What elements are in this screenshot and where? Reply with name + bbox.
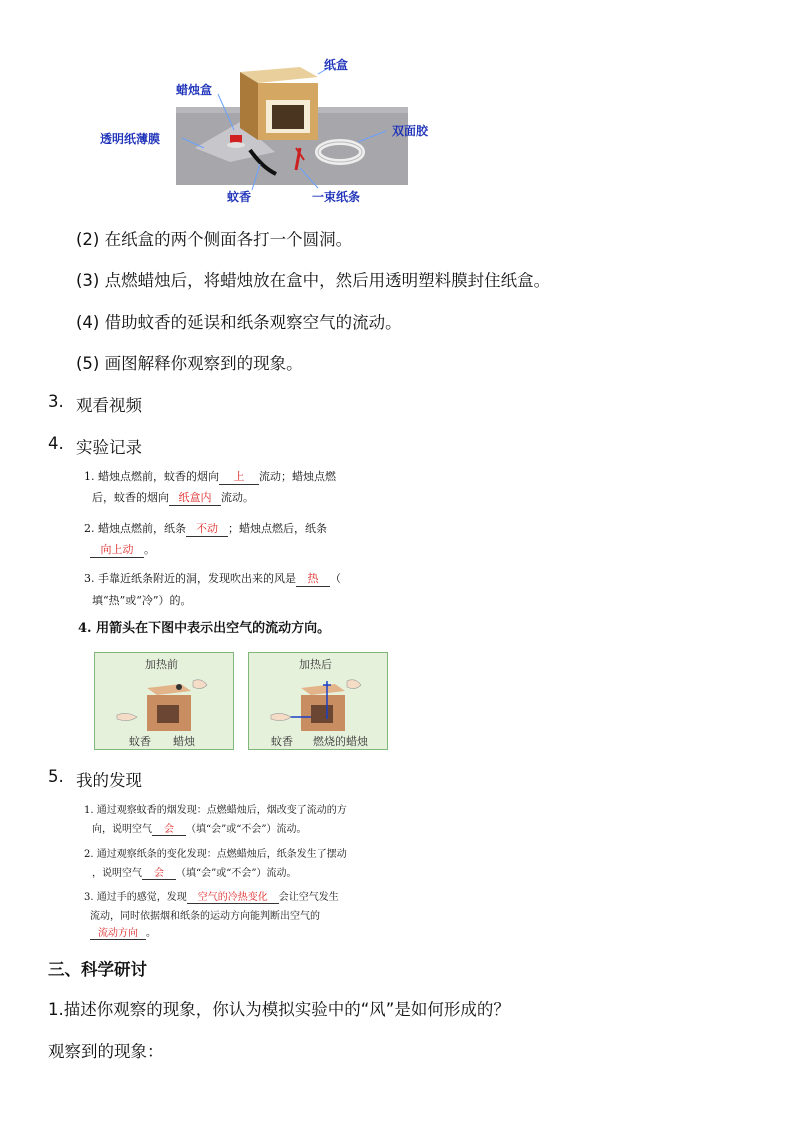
finding-1-text-b: 向，说明空气 — [92, 824, 152, 835]
finding-1-line1: 1. 通过观察蚊香的烟发现：点燃蜡烛后，烟改变了流动的方 — [84, 805, 347, 816]
record-q2-answer-2: 向上动 — [90, 541, 144, 558]
finding-2-line2 — [92, 864, 296, 880]
label-double-tape: 双面胶 — [392, 124, 429, 138]
record-q1-line1 — [84, 468, 336, 485]
record-q1-answer-2: 纸盒内 — [169, 489, 221, 506]
finding-3-text-a: 3. 通过手的感觉，发现 — [84, 892, 187, 903]
before-label-candle: 蜡烛 — [173, 735, 195, 748]
heating-after-panel — [248, 652, 388, 750]
finding-3-text-b: 会让空气发生 — [278, 892, 339, 903]
record-q1-line2 — [92, 489, 254, 506]
finding-2-text-c: （填“会”或“不会”）流动。 — [176, 868, 297, 879]
before-title: 加热前 — [145, 658, 178, 671]
record-q1-text-b: 流动；蜡烛点燃 — [259, 470, 336, 483]
section-3-title: 观看视频 — [76, 396, 142, 415]
observed-phenomenon-label: 观察到的现象： — [48, 1042, 164, 1061]
label-candle-box: 蜡烛盒 — [176, 83, 213, 97]
section-4-title: 实验记录 — [76, 438, 142, 457]
section-3-number: 3. — [48, 392, 64, 411]
record-q2-answer-1: 不动 — [186, 520, 228, 537]
finding-3-line1 — [84, 888, 339, 904]
step-3: (3) 点燃蜡烛后，将蜡烛放在盒中，然后用透明塑料膜封住纸盒。 — [76, 271, 551, 290]
section-4-number: 4. — [48, 434, 64, 453]
record-q3-answer: 热 — [296, 570, 330, 587]
section-5-number: 5. — [48, 767, 64, 786]
label-mosquito-coil: 蚊香 — [227, 190, 252, 204]
label-plastic-film: 透明纸薄膜 — [100, 132, 161, 146]
finding-2-answer: 会 — [142, 864, 176, 880]
record-q2-text-c: 。 — [144, 543, 155, 556]
record-q2-text-b: ；蜡烛点燃后，纸条 — [228, 522, 327, 535]
record-q2-line1 — [84, 520, 327, 537]
record-q3-line2: 填“热”或“冷”）的。 — [92, 594, 192, 607]
before-label-coil: 蚊香 — [129, 735, 151, 748]
label-paper-strips: 一束纸条 — [312, 190, 361, 204]
finding-2-line1: 2. 通过观察纸条的变化发现：点燃蜡烛后，纸条发生了摆动 — [84, 849, 347, 860]
finding-3-answer-2: 流动方向 — [90, 924, 146, 940]
step-2: (2) 在纸盒的两个侧面各打一个圆洞。 — [76, 230, 353, 249]
finding-2-text-b: ，说明空气 — [92, 868, 142, 879]
finding-1-line2 — [92, 820, 306, 836]
after-label-coil: 蚊香 — [271, 735, 293, 748]
finding-3-line2: 流动，同时依据烟和纸条的运动方向能判断出空气的 — [90, 911, 320, 922]
step-4: (4) 借助蚊香的延误和纸条观察空气的流动。 — [76, 313, 402, 332]
heading-science-discussion: 三、科学研讨 — [48, 960, 147, 979]
record-q1-text-c: 后，蚊香的烟向 — [92, 491, 169, 504]
after-label-candle: 燃烧的蜡烛 — [313, 735, 368, 748]
record-q4-instruction: 4. 用箭头在下图中表示出空气的流动方向。 — [78, 621, 331, 636]
before-box-drawing — [95, 653, 233, 749]
record-q2-text-a: 2. 蜡烛点燃前，纸条 — [84, 522, 186, 535]
discussion-question-1: 1.描述你观察的现象，你认为模拟实验中的“风”是如何形成的？ — [48, 1000, 510, 1019]
record-q1-text-a: 1. 蜡烛点燃前，蚊香的烟向 — [84, 470, 219, 483]
record-q3-text-a: 3. 手靠近纸条附近的洞，发现吹出来的风是 — [84, 572, 296, 585]
record-q1-answer-1: 上 — [219, 468, 259, 485]
record-q1-text-d: 流动。 — [221, 491, 254, 504]
record-q3-line1 — [84, 570, 341, 587]
record-q2-line2 — [90, 541, 155, 558]
finding-3-line3 — [90, 924, 156, 940]
heating-before-panel — [94, 652, 234, 750]
finding-3-answer-1: 空气的冷热变化 — [187, 888, 279, 904]
finding-1-answer: 会 — [152, 820, 186, 836]
after-title: 加热后 — [299, 658, 332, 671]
finding-1-text-c: （填“会”或“不会”）流动。 — [186, 824, 307, 835]
label-paper-box: 纸盒 — [324, 58, 349, 72]
section-5-title: 我的发现 — [76, 771, 142, 790]
step-5: (5) 画图解释你观察到的现象。 — [76, 354, 303, 373]
experiment-setup-figure — [100, 52, 450, 208]
record-q3-text-b: （ — [330, 572, 341, 585]
finding-3-text-d: 。 — [146, 928, 156, 939]
